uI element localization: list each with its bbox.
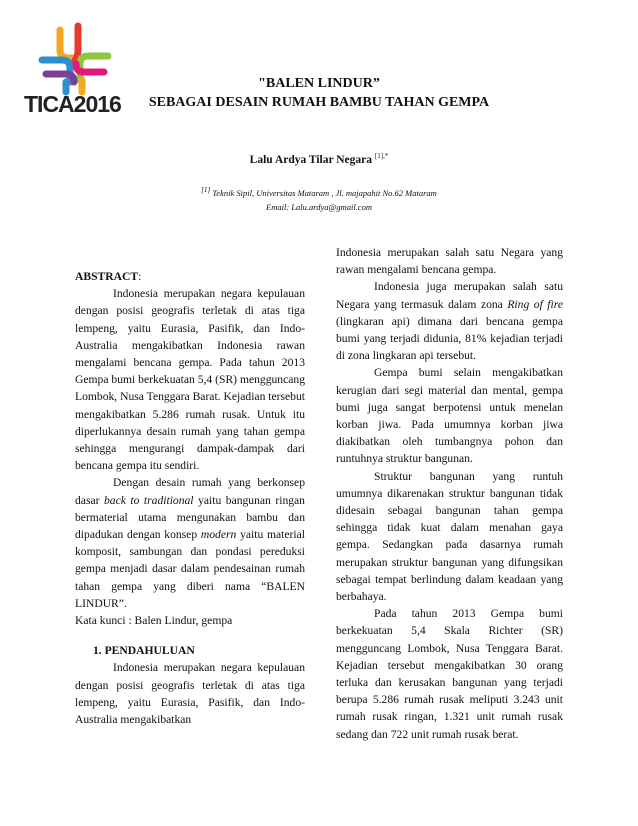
abstract-heading (75, 268, 305, 285)
author-line (0, 152, 638, 166)
right-p1-part-b: (lingkaran api) dimana dari bencana gempa bumi yang terjadi didunia, 81% kejadian terjadi di zona lingkaran api tersebut. (336, 314, 563, 363)
section-heading-pendahuluan: 1. PENDAHULUAN (93, 644, 195, 658)
abstract-p2-emphasis-2: modern (200, 528, 237, 542)
abstract-p2-part-b: yaitu bangunan ringan bermaterial utama mengunakan bambu dan dipadukan dengan konsep (75, 493, 305, 542)
right-paragraph-0: Indonesia merupakan salah satu Negara yang rawan mengalami bencana gempa. (336, 246, 563, 277)
section1-paragraph-1: Indonesia merupakan negara kepulauan dengan posisi geografis terletak di atas tiga lempeng, yaitu Eurasia, Pasifik, dan Indo-Australia mengakibatkan (75, 661, 305, 727)
right-paragraph-4: Pada tahun 2013 Gempa bumi berkekuatan 5,4 Skala Richter (SR) mengguncang Lombok, Nusa Tenggara Barat. Kejadian tersebut mengakibatkan 30 orang terluka dan kerusakan bangunan yang terjadi berupa 5.286 rumah rusak meliputi 3.243 unit rumah rusak ringan, 1.321 unit rumah rusak sedang dan 722 unit rumah rusak berat. (336, 607, 563, 741)
abstract-paragraph-2 (75, 474, 305, 612)
abstract-p2-part-a: Dengan desain rumah yang berkonsep dasar (75, 476, 305, 507)
abstract-p2-emphasis-1: back to traditional (103, 493, 194, 507)
affiliation-text: Teknik Sipil, Universitas Mataram , Jl. majapahit No.62 Mataram (210, 187, 437, 198)
right-p1-part-a: Indonesia juga merupakan salah satu Negara yang termasuk dalam zona (336, 280, 563, 311)
right-paragraph-3: Struktur bangunan yang runtuh umumnya dikarenakan struktur bangunan tidak didesain sebagai bangunan tahan gempa sehingga tidak kuat dalam menahan gaya gempa. Sedangkan pada dasarnya rumah merupakan struktur bangunan yang difungsikan sebagai tempat berlindung dalam keadaan yang berbahaya. (336, 469, 563, 604)
right-paragraph-2: Gempa bumi selain mengakibatkan kerugian dari segi material dan mental, gempa bumi juga sangat berpotensi untuk menelan korban jiwa. Pada umumnya korban jiwa diakibatkan oleh tumbangnya pohon dan runtuhnya struktur bangunan. (336, 366, 563, 466)
paper-title-line2: SEBAGAI DESAIN RUMAH BAMBU TAHAN GEMPA (148, 95, 490, 110)
author-superscript: [1],* (374, 152, 389, 160)
author-email: Email: Lalu.ardya@gmail.com (266, 202, 372, 212)
right-column (336, 244, 563, 743)
right-p1-emphasis: Ring of fire (507, 297, 563, 311)
abstract-heading-colon: : (138, 270, 142, 283)
affiliation-superscript: [1] (201, 186, 211, 194)
abstract-paragraph-1: Indonesia merupakan negara kepulauan dengan posisi geografis terletak di atas tiga lempeng, yaitu Eurasia, Pasifik, dan Indo-Australia mengakibatkan Indonesia rawan mengalami bencana gempa. Pada tahun 2013 Gempa bumi berkekuatan 5,4 (SR) mengguncang Lombok, Nusa Tenggara Barat. Kejadian tersebut mengakibatkan 5.286 rumah rusak. Untuk itu diperlukannya desain rumah yang tahan gempa sehingga mengurangi dampak-dampak dari bencana gempa itu sendiri. (75, 287, 305, 473)
abstract-p2-part-c: yaitu material komposit, sambungan dan pondasi pereduksi gempa menjadi dasar dalam pendesainan rumah tahan gempa yang diberi nama “BALEN LINDUR”. (75, 528, 305, 610)
abstract-heading-text: ABSTRACT (75, 270, 139, 283)
author-name: Lalu Ardya Tilar Negara (249, 153, 373, 166)
keywords: Kata kunci : Balen Lindur, gempa (75, 614, 233, 628)
right-paragraph-1 (336, 278, 563, 364)
left-column (75, 268, 305, 728)
logo-text: TICA2016 (24, 91, 121, 116)
paper-title-line1: "BALEN LINDUR” (258, 76, 380, 91)
affiliation (0, 186, 638, 198)
